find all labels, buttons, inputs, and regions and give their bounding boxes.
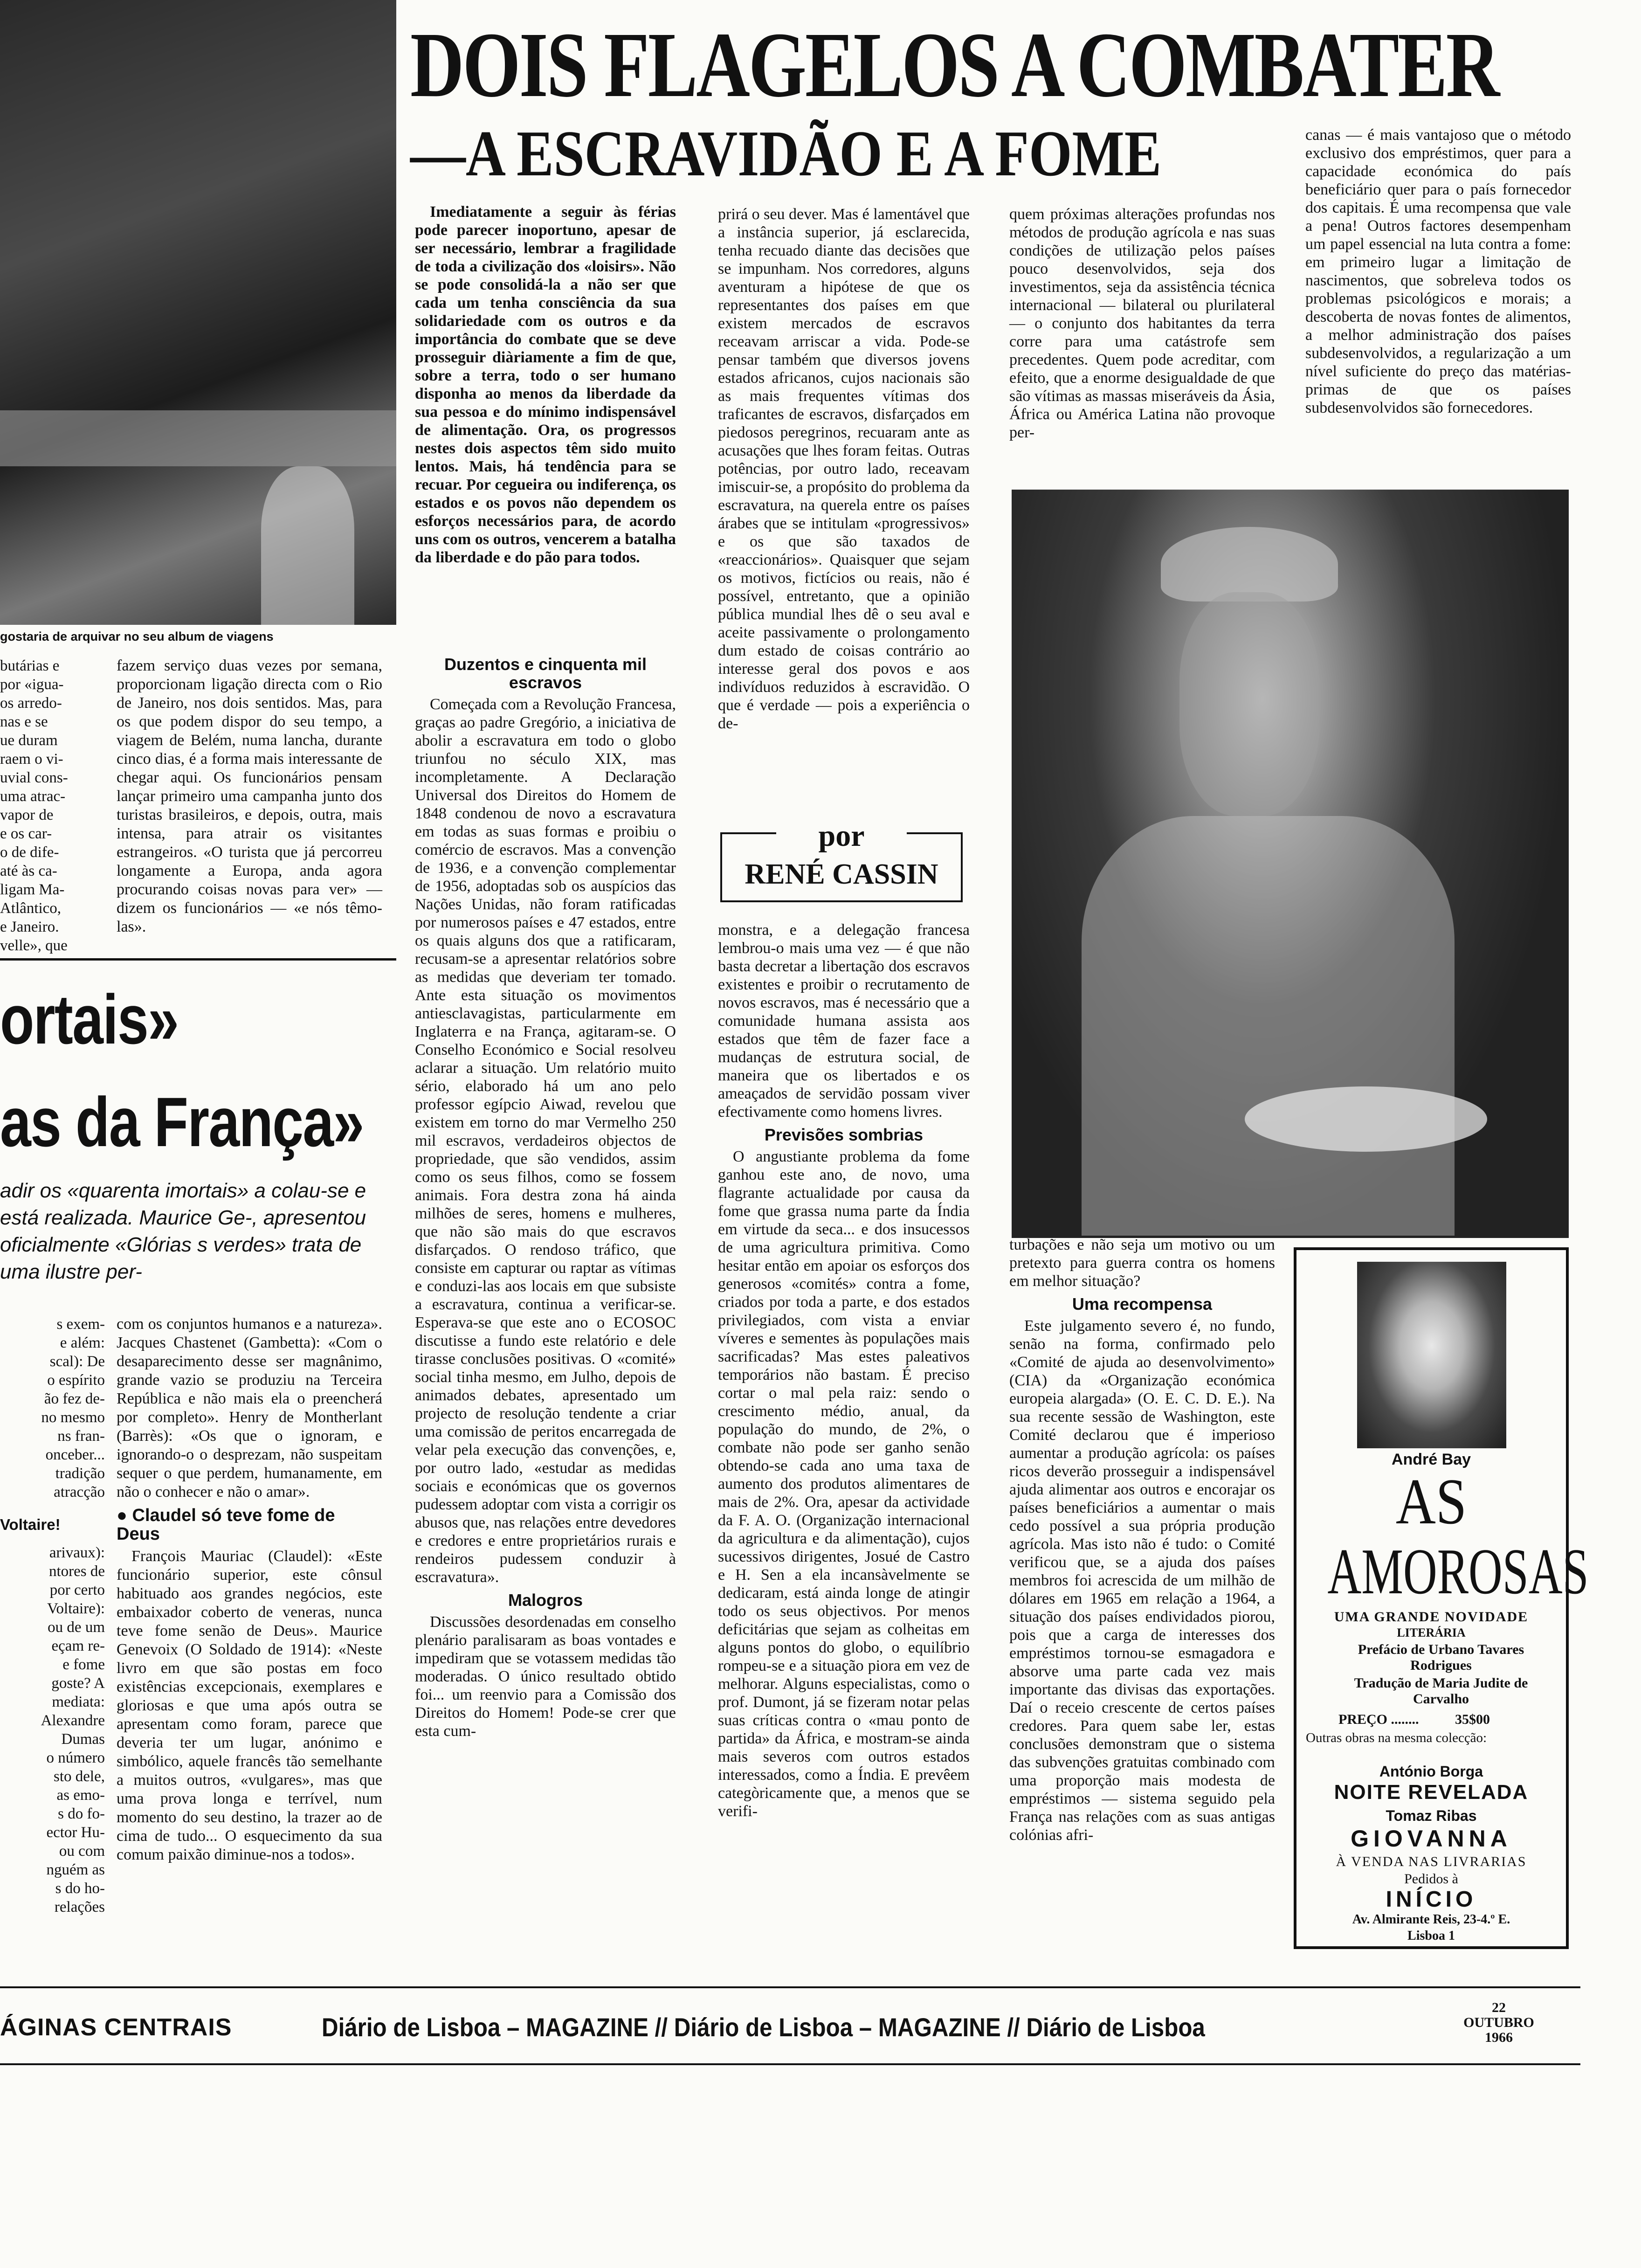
- claudel-heading: ● Claudel só teve fome de Deus: [117, 1506, 335, 1544]
- subhead-previsoes: Previsões sombrias: [764, 1125, 924, 1144]
- ad-author: André Bay: [1391, 1451, 1471, 1468]
- ad-book1-author: António Borga: [1379, 1763, 1483, 1780]
- left-col-b-top: com os conjuntos humanos e a natureza». Jacques Chastenet (Gambetta): «Com o desaparecimento desse ser magnânimo, grande vazio se produziu na Terceira República e não mais ela o preencherá por completo». Henry de Montherlant (Barrès): «Os que o ignoram, e ignorando-o o desprezam, não suspeitam sequer o que perdem, humanamente, em não o conhecer e não o amar».: [117, 1315, 382, 1500]
- photo-caption: gostaria de arquivar no seu album de viagens: [0, 629, 274, 643]
- ad-tagline1: UMA GRANDE NOVIDADE: [1334, 1609, 1529, 1625]
- article-col4-top-text: canas — é mais vantajoso que o método exclusivo dos empréstimos, quer para a capacidade económica do país beneficiário quer para o país fornecedor dos capitais. É uma recompensa que vale a pena! Outros factores desempenham um papel essencial na luta contra a fome: em primeiro lugar a limitação de nascimentos, que sobreleva todos os problemas psicológicos e morais; a descoberta de novas fontes de alimentos, a melhor administração dos países subdesenvolvidos, a regularização a um nível suficiente do preço das matérias-primas de que os países subdesenvolvidos são fornecedores.: [1305, 126, 1571, 416]
- article-col1: [415, 203, 676, 567]
- left-fragment-col2: [117, 657, 382, 937]
- fragment-line: tradição: [55, 1465, 105, 1482]
- fragment-line: ão fez de-: [44, 1390, 105, 1407]
- subhead-malogros: Malogros: [508, 1590, 583, 1610]
- left-big-title-2: as da França»: [0, 1083, 364, 1161]
- fragment-line: o espírito: [47, 1372, 105, 1389]
- fragment-line: s do ho-: [55, 1880, 105, 1897]
- ad-other-works: Outras obras na mesma colecção:: [1306, 1730, 1487, 1745]
- fragment-line: scal): De: [49, 1353, 105, 1370]
- ad-city: Lisboa 1: [1407, 1929, 1455, 1943]
- footer-rule-top: [0, 1986, 1580, 1988]
- headline-line2: —A ESCRAVIDÃO E A FOME: [410, 118, 1162, 190]
- fragment-line: eçam re-: [51, 1638, 105, 1654]
- article-col2-bottom-text: O angustiante problema da fome ganhou este ano, de novo, uma flagrante actualidade por causa da fome que grassa numa parte da Índia em virtude da seca... e dos insucessos de uma agricultura primitiva. Como hesitar então em apoiar os esforços dos generosos «comités» contra a fome, criados por toda a parte, e dos estados privilegiados, com vista a enviar víveres e sementes às populações mais sacrificadas? Mas estes paleativos temporários não bastam. É preciso cortar o mal pela raiz: sendo o crescimento médio, anual, da população do mundo, de 2%, o combate não pode ser ganho senão obtendo-se cada ano uma taxa de aumento dos produtos alimentares de mais de 2%. Ora, apesar da actividade da F. A. O. (Organização internacional da agricultura e da alimentação), cujos sucessivos dirigentes, Josué de Castro e H. Sen a ela incansàvelmente se dedicaram, está ainda longe de atingir todo os seus objectivos. Por menos deficitárias que sejam as colheitas em alguns pontos do globo, o equilíbrio rompeu-se e a situação piora em vez de melhorar. Alguns especialistas, como o prof. Dumont, já se fizeram notar pelas suas críticas contra o «mau ponto de partida» da África, e mostram-se ainda mais severos com outros estados interessados, como a Índia. E prevêem categòricamente que, a menos que se verifi-: [718, 1148, 970, 1820]
- author-portrait: [1357, 1262, 1506, 1448]
- byline-box: [720, 818, 963, 902]
- fragment-line: no mesmo: [41, 1409, 105, 1426]
- fragment-line: e Janeiro.: [0, 919, 59, 935]
- subhead-duzentos: Duzentos e cinquenta mil escravos: [444, 655, 647, 692]
- fragment-line: por «igua-: [0, 676, 64, 693]
- left-col-b-bottom: François Mauriac (Claudel): «Este funcionário superior, este cônsul habituado aos grandes negócios, este embaixador coberto de veneras, nunca teve fome senão de Deus». Maurice Genevoix (O Soldado de 1914): «Neste livro em que são postas em foco existências excepcionais, exemplares e gloriosas e que uma após outra se apresentam como foram, parece que deveria ter um lugar, anónimo e simbólico, aquele francês tão semelhante a muitos outros, «vulgares», mas que uma prova longa e terrível, num momento do seu destino, la trazer ao de cima de tudo... O esquecimento da sua comum paixão diminue-nos a todos».: [117, 1548, 382, 1863]
- headline-line1: DOIS FLAGELOS A COMBATER: [410, 14, 1499, 117]
- fragment-line: o número: [46, 1749, 105, 1766]
- fragment-line: uvial cons-: [0, 769, 68, 786]
- fragment-line: atracção: [54, 1484, 105, 1500]
- fragment-line: raem o vi-: [0, 751, 63, 768]
- fragment-line: relações: [54, 1899, 105, 1915]
- left-fragment-col1: [0, 657, 103, 955]
- footer-rule-bottom: [0, 2063, 1580, 2065]
- article-col1-body: [415, 650, 676, 1741]
- footer-month: OUTUBRO: [1463, 2015, 1534, 2030]
- fragment-line: vapor de: [0, 807, 54, 823]
- fragment-line: s exem-: [56, 1316, 105, 1333]
- fragment-line: ntores de: [48, 1563, 105, 1580]
- ad-tagline2: LITERÁRIA: [1397, 1626, 1466, 1639]
- article-col2-mid: monstra, e a delegação francesa lembrou-o mais uma vez — é que não basta decretar a libertação dos escravos existentes e proibir o recrutamento de novos escravos, mas é necessário que a comunidade humana assista aos estados que têm de fazer face a mudanças de estrutura social, de maneira que os libertados e os ameaçados de servidão possam viver efectivamente como homens livres.: [718, 921, 970, 1120]
- article-col3-bottom: [1009, 1236, 1275, 1845]
- fragment-line: goste? A: [51, 1675, 105, 1692]
- fragment-line: Dumas: [61, 1731, 105, 1748]
- article-col1-text: Começada com a Revolução Francesa, graças ao padre Gregório, a iniciativa de abolir a escravatura em todo o globo triunfou no século XIX, mas incompletamente. A Declaração Universal dos Direitos do Homem de 1848 condenou de novo a escravatura em todas as suas formas e proibiu o comércio de escravos. Mas a convenção de 1936, e a convenção complementar de 1956, adoptadas sob os auspícios das Nações Unidas, não foram ratificadas por numerosos países e 47 estados, entre os quais alguns dos que a ratificaram, recusam-se a apresentar relatórios sobre as medidas que deveriam ter tomado. Ante esta situação os movimentos antiesclavagistas, particularmente em Inglaterra e na França, agitaram-se. O Conselho Económico e Social resolveu aclarar a situação. Um relatório muito sério, elaborado há um ano pelo professor egípcio Aiwad, revelou que existem em torno do mar Vermelho 250 mil escravos, verdadeiros objectos de propriedade, que são vendidos, assim como os seus filhos, como se fossem animais. Fora destra zona há ainda milhões de seres, homens e mulheres, que não são mais do que escravos disfarçados. O rendoso tráfico, que consiste em capturar ou raptar as vítimas e conduzi-las aos locais em que subsiste a escravatura, continua a verificar-se. Esperava-se que este ano o ECOSOC discutisse a fundo este relatório e dele tirasse conclusões positivas. O «comité» social tinha mesmo, em Julho, depois de animados debates, apresentado um projecto de resolução tendente a criar uma comissão de peritos encarregada de velar pela execução das convenções, e, por outro lado, «estudar as medidas sociais e económicas que os governos pudessem adoptar com vista a corrigir os abusos que, nas relações entre devedores e credores e entre proprietários rurais e rendeiros pudessem conduzir à escravatura».: [415, 696, 676, 1586]
- fragment-line: as emo-: [56, 1787, 105, 1804]
- article-photo: [1012, 490, 1569, 1238]
- book-ad: [1294, 1247, 1589, 1949]
- left-frag-a: [0, 1315, 105, 1916]
- article-col2-bottom: [718, 921, 970, 1821]
- ad-price-label: PREÇO ........: [1338, 1712, 1419, 1727]
- left-col2-text: fazem serviço duas vezes por semana, proporcionam ligação directa com o Rio de Janeiro, nos dois sentidos. Mas, para os que podem dispor do seu tempo, a viagem de Belém, numa lancha, durante cinco dias, é a forma mais interessante de chegar aqui. Os funcionários pensam lançar primeiro uma campanha junto dos turistas brasileiros, e depois, outra, mais intensa, para atrair os visitantes estrangeiros. «O turista que já percorreu longamente a Europa, anda agora procurando coisas novas para ver» — dizem os funcionários — «e nós têmo-las».: [117, 657, 382, 935]
- fragment-line: nguém as: [46, 1861, 105, 1878]
- article-col2-top-text: prirá o seu dever. Mas é lamentável que a instância superior, já esclarecida, tenha recuado diante das decisões que se impunham. Nos corredores, alguns aventuram a hipótese de que os representantes dos países em que existem mercados de escravos receavam arriscar a vida. Pode-se pensar também que diversos jovens estados africanos, cujos nacionais são as mais frequentes vítimas dos traficantes de escravos, disfarçados em piedosos peregrinos, recuaram ante as acusações que lhes foram feitas. Outras potências, por outro lado, receavam imiscuir-se, a propósito do problema da escravatura, na querela entre os países árabes que se intitulam «progressivos» e os que são taxados de «reaccionários». Quaisquer que sejam os motivos, fictícios ou reais, não é possível, entretanto, que a opinião pública mundial lhes dê o seu aval e aceite passivamente o prolongamento dum estado de coisas contrário ao interesse geral dos povos e aos indivíduos reduzidos à escravidão. O que é verdade — pois a experiência o de-: [718, 206, 970, 732]
- fragment-line: ector Hu-: [46, 1824, 105, 1841]
- ad-book2-author: Tomaz Ribas: [1386, 1807, 1477, 1824]
- left-col-b: [117, 1315, 382, 1865]
- fragment-line: nas e se: [0, 713, 48, 730]
- footer-banner: Diário de Lisboa – MAGAZINE // Diário de Lisboa – MAGAZINE // Diário de Lisboa: [322, 2012, 1205, 2042]
- voltaire-heading: Voltaire!: [0, 1516, 61, 1533]
- ad-preface: Prefácio de Urbano Tavares Rodrigues: [1358, 1642, 1524, 1673]
- ad-publisher: INÍCIO: [1386, 1887, 1477, 1912]
- article-col3-top-text: quem próximas alterações profundas nos métodos de produção agrícola e nas suas condições de utilização pelos países pouco desenvolvidos, seja dos investimentos, seja da assistência técnica internacional — bilateral ou plurilateral — o conjunto dos habitantes da terra corre para uma catástrofe sem precedentes. Quem pode acreditar, com efeito, que a enorme desigualdade de que são vítimas as massas miseráveis da Ásia, África ou América Latina não provoque per-: [1009, 206, 1275, 441]
- byline-author: RENÉ CASSIN: [745, 858, 938, 890]
- footer-date: [1450, 2000, 1548, 2045]
- fragment-line: sto dele,: [54, 1768, 105, 1785]
- article-col1-end: Discussões desordenadas em conselho plenário paralisaram as boas vontades e impediram que se votassem medidas tão moderadas. O único resultado obtido foi... um reenvio para a Comissão dos Direitos do Homem! Pode-se crer que esta cum-: [415, 1613, 676, 1740]
- fragment-line: Voltaire):: [47, 1600, 105, 1617]
- subhead-recompensa: Uma recompensa: [1072, 1294, 1213, 1314]
- ad-sale: À VENDA NAS LIVRARIAS: [1336, 1854, 1527, 1869]
- fragment-line: s do fo-: [58, 1805, 105, 1822]
- footer-section: ÁGINAS CENTRAIS: [0, 2014, 232, 2041]
- ad-translation: Tradução de Maria Judite de Carvalho: [1354, 1675, 1528, 1707]
- ad-book1-title: NOITE REVELADA: [1334, 1781, 1529, 1804]
- ad-title-as: AS: [1395, 1466, 1467, 1538]
- left-page-photo: [0, 0, 396, 625]
- fragment-line: onceber...: [45, 1446, 105, 1463]
- fragment-line: e os car-: [0, 825, 52, 842]
- fragment-line: butárias e: [0, 657, 60, 674]
- article-col3-end: Este julgamento severo é, no fundo, senão na forma, confirmado pelo «Comité de ajuda ao desenvolvimento» (CIA) da «Organização económica europeia alargada» (O. E. C. D. E.). Na sua recente sessão de Washington, este Comité declarou que é imperioso aumentar a produção agrícola: os países ricos deverão prosseguir a indispensável ajuda alimentar aos outros e encorajar os países beneficiários a aumentar o mais cedo possível a sua própria produção agrícola. Mas isto não é tudo: o Comité verificou que, se a ajuda dos países membros foi acrescida de um milhão de dólares em 1965 em relação a 1964, a situação dos países endividados piorou, pois que a carga de interesses dos empréstimos tornou-se esmagadora e absorve uma parte cada vez mais importante das divisas das exportações. Daí o receio crescente de certos países credores. Para quem sabe ler, estas conclusões demonstram que o sistema das subvenções gratuitas combinado com uma proporção mais modesta de empréstimos — sistema seguido pela França nas relações com as suas antigas colónias afri-: [1009, 1317, 1275, 1844]
- fragment-line: ou com: [59, 1843, 105, 1860]
- ad-book2-title: GIOVANNA: [1351, 1825, 1512, 1852]
- byline-por: por: [818, 819, 865, 853]
- left-big-title-1: ortais»: [0, 980, 179, 1058]
- ad-title-amorosas: AMOROSAS: [1327, 1535, 1589, 1608]
- fragment-line: ligam Ma-: [0, 881, 65, 898]
- article-col2-top: [718, 205, 970, 733]
- fragment-line: ou de um: [48, 1619, 105, 1636]
- footer-day: 22: [1492, 2000, 1506, 2015]
- article-lead: Imediatamente a seguir às férias pode parecer inoportuno, apesar de ser necessário, lembrar a fragilidade de toda a civilização dos «loisirs». Não se pode consolidá-la a não ser que cada um tenha consciência da sua solidariedade com os outros e da importância do combate que se deve prosseguir diàriamente a fim de que, sobre a terra, todo o ser humano disponha ao menos da liberdade da sua pessoa e do mínimo indispensável de alimentação. Ora, os progressos nestes dois aspectos têm sido muito lentos. Mais, há tendência para se recuar. Por cegueira ou indiferença, os estados e os povos não dependem os esforços necessários para, de acordo uns com os outros, vencerem a batalha da liberdade e do pão para todos.: [415, 203, 676, 566]
- fragment-line: mediata:: [52, 1694, 105, 1710]
- fragment-line: o de dife-: [0, 844, 59, 861]
- left-intro: adir os «quarenta imortais» a colau-se e está realizada. Maurice Ge-, apresentou oficialmente «Glórias s verdes» trata de uma ilustre per-: [0, 1179, 366, 1283]
- fragment-line: ns fran-: [57, 1428, 105, 1445]
- fragment-line: por certo: [49, 1582, 105, 1598]
- fragment-line: Alexandre: [41, 1712, 105, 1729]
- fragment-line: uma atrac-: [0, 788, 66, 805]
- left-separator-rule: [0, 958, 396, 961]
- fragment-line: até às ca-: [0, 863, 57, 879]
- fragment-line: os arredo-: [0, 695, 62, 712]
- ad-orders: Pedidos à: [1404, 1871, 1458, 1887]
- fragment-line: e fome: [62, 1656, 105, 1673]
- fragment-line: ue duram: [0, 732, 58, 749]
- footer-year: 1966: [1485, 2030, 1513, 2045]
- ad-address: Av. Almirante Reis, 23-4.º E.: [1352, 1912, 1510, 1927]
- fragment-line: Atlântico,: [0, 900, 62, 917]
- ad-price: 35$00: [1455, 1712, 1490, 1727]
- article-col3-top: [1009, 205, 1275, 443]
- article-col3-bottom-text: turbações e não seja um motivo ou um pretexto para guerra contra os homens em melhor situação?: [1009, 1236, 1275, 1290]
- fragment-line: velle», que: [0, 937, 68, 954]
- fragment-line: arivaux):: [49, 1544, 105, 1561]
- article-col4-top: [1305, 126, 1571, 418]
- fragment-line: e além:: [60, 1335, 105, 1351]
